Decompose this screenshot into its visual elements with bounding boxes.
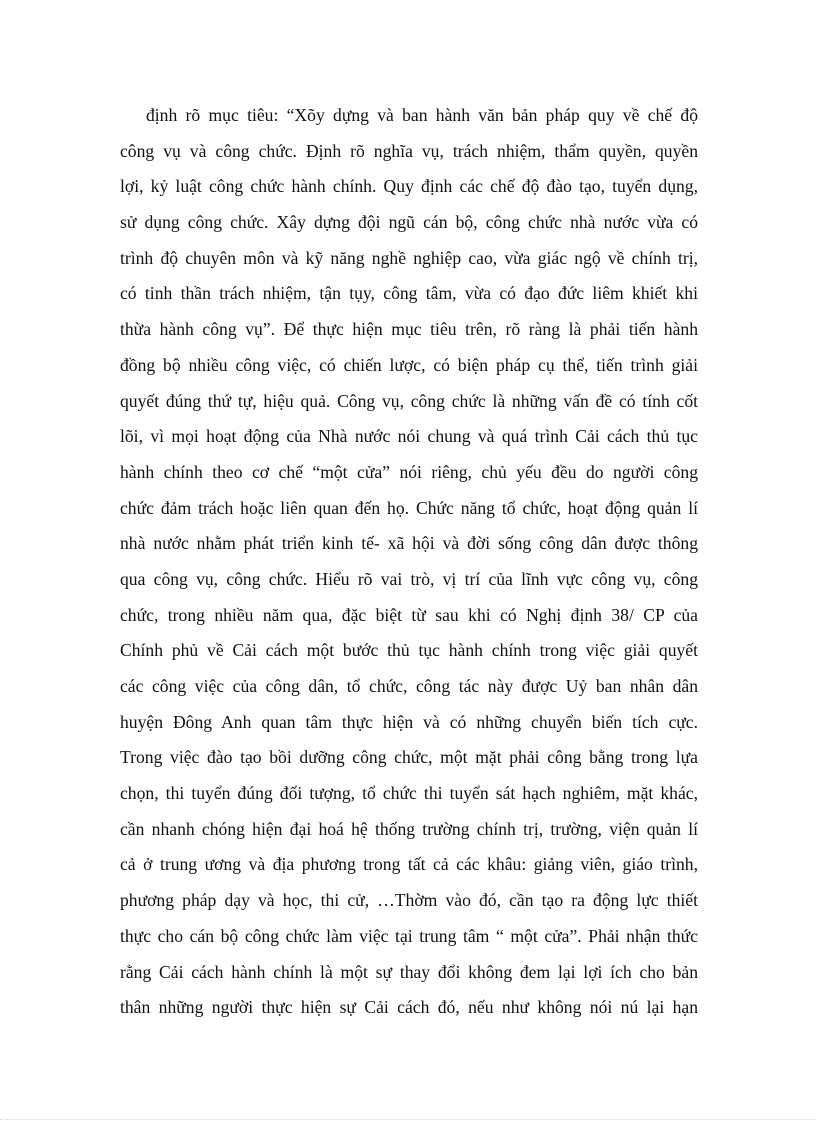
page-bottom-divider [0,1119,816,1120]
text-line: lõi, vì mọi hoạt động của Nhà nước nói chung và quá trình Cải cách thủ tục [120,426,698,447]
text-line: lợi, kỷ luật công chức hành chính. Quy định các chế độ đào tạo, tuyển dụng, [120,176,698,197]
body-paragraph [120,98,698,1026]
text-line: trình độ chuyên môn và kỹ năng nghề nghiệp cao, vừa giác ngộ về chính trị, [120,247,698,268]
text-line: hành chính theo cơ chế “một cửa” nói riêng, chủ yếu đều do người công [120,461,698,482]
text-line: chọn, thi tuyển đúng đối tượng, tổ chức thi tuyển sát hạch nghiêm, mặt khác, [120,783,698,804]
text-line: quyết đúng thứ tự, hiệu quả. Công vụ, công chức là những vấn đề có tính cốt [120,390,698,411]
text-line: nhà nước nhằm phát triển kinh tế- xã hội và đời sống công dân được thông [120,533,698,554]
text-line: có tinh thần trách nhiệm, tận tụy, công tâm, vừa có đạo đức liêm khiết khi [120,283,698,304]
text-line: huyện Đông Anh quan tâm thực hiện và có những chuyển biến tích cực. [120,711,698,732]
text-line: thân những người thực hiện sự Cải cách đó, nếu như không nói nú lại hạn [120,997,698,1018]
text-line: Chính phủ về Cải cách một bước thủ tục hành chính trong việc giải quyết [120,640,698,661]
text-line: định rõ mục tiêu: “Xõy dựng và ban hành văn bản pháp quy về chế độ [146,105,698,125]
text-line: các công việc của công dân, tổ chức, công tác này được Uỷ ban nhân dân [120,676,698,696]
text-line: phương pháp dạy và học, thi cử, …Thờm vào đó, cần tạo ra động lực thiết [120,890,698,911]
text-line: Trong việc đào tạo bồi dưỡng công chức, một mặt phải công bằng trong lựa [120,747,698,768]
text-line: rằng Cải cách hành chính là một sự thay đổi không đem lại lợi ích cho bản [120,961,698,982]
text-line: chức đảm trách hoặc liên quan đến họ. Chức năng tổ chức, hoạt động quản lí [120,497,698,518]
text-line: sử dụng công chức. Xây dựng đội ngũ cán bộ, công chức nhà nước vừa có [120,212,698,233]
text-line: thừa hành công vụ”. Để thực hiện mục tiêu trên, rõ ràng là phải tiến hành [120,319,698,340]
text-line: đồng bộ nhiều công việc, có chiến lược, có biện pháp cụ thể, tiến trình giải [120,354,698,375]
text-line: cả ở trung ương và địa phương trong tất cả các khâu: giảng viên, giáo trình, [120,854,698,875]
text-line: cần nhanh chóng hiện đại hoá hệ thống trường chính trị, trường, viện quản lí [120,818,698,839]
text-line: qua công vụ, công chức. Hiểu rõ vai trò, vị trí của lĩnh vực công vụ, công [120,568,698,589]
text-line: chức, trong nhiều năm qua, đặc biệt từ sau khi có Nghị định 38/ CP của [120,604,698,625]
text-line: công vụ và công chức. Định rõ nghĩa vụ, trách nhiệm, thẩm quyền, quyền [120,140,698,161]
text-line: thực cho cán bộ công chức làm việc tại trung tâm “ một cửa”. Phải nhận thức [120,925,698,946]
